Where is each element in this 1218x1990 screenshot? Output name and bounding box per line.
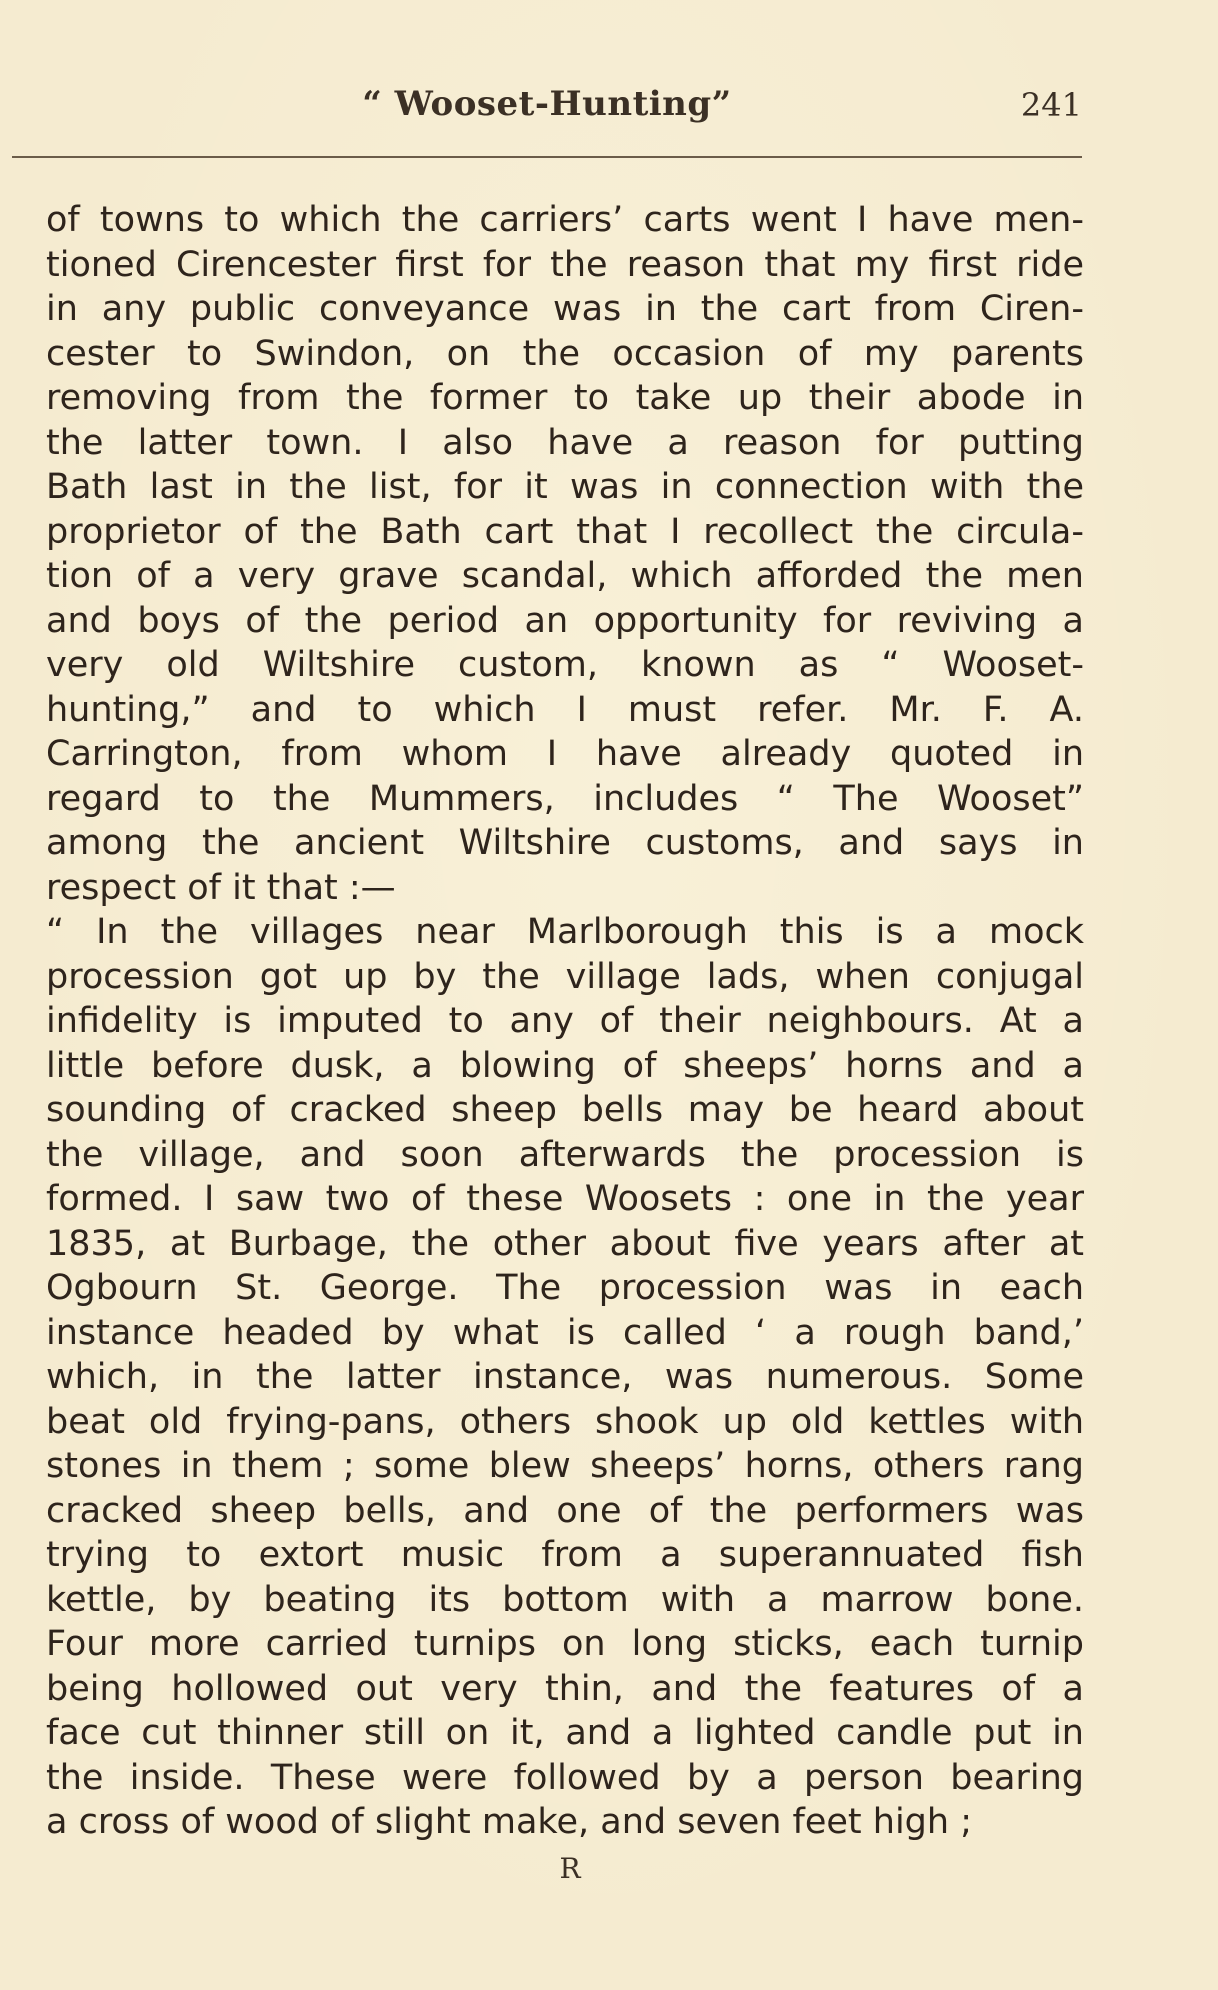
text-line: cester to Swindon, on the occasion of my parents	[46, 333, 1084, 374]
text-line: little before dusk, a blowing of sheeps’ horns and a	[46, 1045, 1084, 1086]
text-line: respect of it that :—	[46, 867, 396, 908]
text-line: Bath last in the list, for it was in connection with the	[46, 467, 1084, 507]
text-line: tion of a very grave scandal, which afforded the men	[46, 556, 1084, 596]
text-line: face cut thinner still on it, and a lighted candle put in	[46, 1713, 1084, 1753]
text-line: procession got up by the village lads, when conjugal	[46, 956, 1084, 997]
text-line: and boys of the period an opportunity for reviving a	[46, 600, 1084, 641]
text-line: “ In the villages near Marlborough this is a mock	[46, 912, 1084, 952]
text-line: being hollowed out very thin, and the features of a	[46, 1668, 1084, 1709]
text-line: which, in the latter instance, was numerous. Some	[46, 1357, 1084, 1397]
text-line: removing from the former to take up their abode in	[46, 378, 1084, 418]
signature-mark: R	[559, 1852, 581, 1885]
text-line: Ogbourn St. George. The procession was in each	[46, 1268, 1084, 1308]
text-line: the latter town. I also have a reason for putting	[46, 422, 1084, 463]
text-line: beat old frying-pans, others shook up old kettles with	[46, 1401, 1084, 1442]
text-line: very old Wiltshire custom, known as “ Wooset-	[46, 645, 1084, 685]
text-line: tioned Cirencester first for the reason that my first ride	[46, 244, 1084, 285]
text-line: the village, and soon afterwards the procession is	[46, 1134, 1084, 1175]
text-line: infidelity is imputed to any of their neighbours. At a	[46, 1001, 1084, 1041]
text-line: among the ancient Wiltshire customs, and says in	[46, 823, 1084, 863]
text-line: regard to the Mummers, includes “ The Wooset”	[46, 778, 1084, 819]
text-line: the inside. These were followed by a person bearing	[46, 1757, 1084, 1798]
text-line: stones in them ; some blew sheeps’ horns, others rang	[46, 1446, 1084, 1486]
text-line: of towns to which the carriers’ carts went I have men-	[46, 200, 1084, 240]
text-line: instance headed by what is called ‘ a rough band,’	[46, 1312, 1084, 1353]
text-line: 1835, at Burbage, the other about five years after at	[46, 1223, 1084, 1264]
text-line: Carrington, from whom I have already quoted in	[46, 734, 1084, 774]
text-line: kettle, by beating its bottom with a marrow bone.	[46, 1579, 1084, 1620]
text-line: sounding of cracked sheep bells may be heard about	[46, 1090, 1084, 1130]
text-line: Four more carried turnips on long sticks, each turnip	[46, 1624, 1084, 1664]
running-title: “ Wooset-Hunting”	[362, 84, 732, 124]
text-line: formed. I saw two of these Woosets : one in the year	[46, 1179, 1084, 1219]
text-line: a cross of wood of slight make, and seven feet high ;	[46, 1802, 972, 1842]
text-line: hunting,” and to which I must refer. Mr. F. A.	[46, 689, 1084, 730]
header-rule	[12, 156, 1082, 158]
text-line: trying to extort music from a superannuated fish	[46, 1535, 1084, 1575]
text-line: cracked sheep bells, and one of the performers was	[46, 1490, 1084, 1531]
text-line: proprietor of the Bath cart that I recollect the circula-	[46, 511, 1084, 552]
page-number: 241	[1020, 86, 1082, 124]
body-text	[46, 198, 1084, 1845]
text-line: in any public conveyance was in the cart from Ciren-	[46, 289, 1084, 329]
running-head	[12, 80, 1082, 124]
